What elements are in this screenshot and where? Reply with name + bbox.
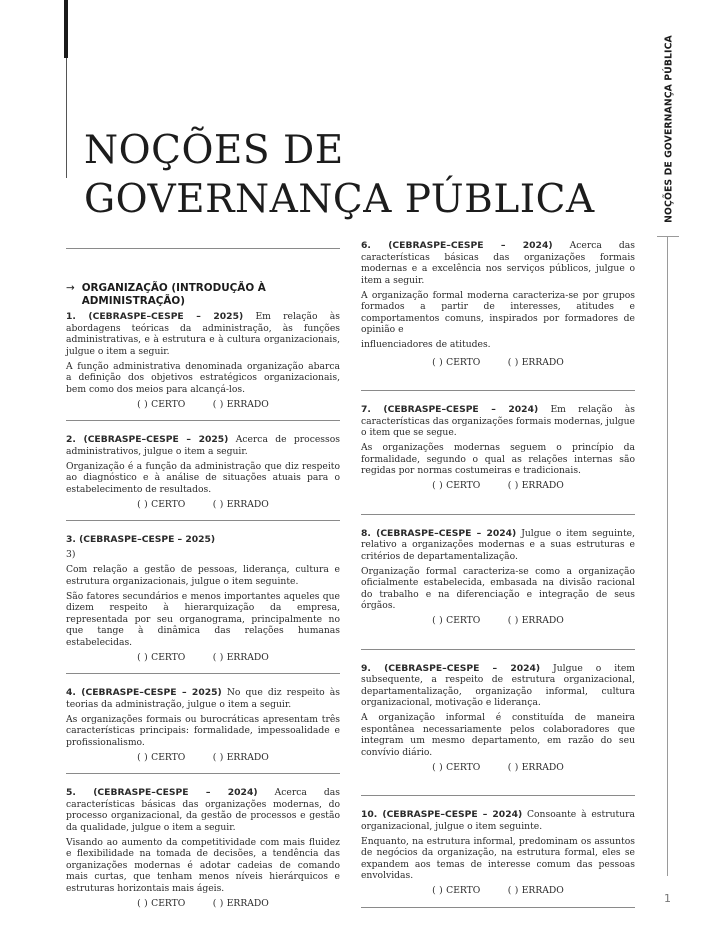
- answer-options: [361, 885, 635, 897]
- question-10: [361, 795, 635, 907]
- answer-certo[interactable]: ( ) CERTO: [432, 356, 481, 368]
- question-intro: No que diz respeito às teorias da administração, julgue o item a seguir.: [66, 687, 340, 710]
- answer-certo[interactable]: ( ) CERTO: [432, 480, 481, 491]
- question-statement: A organização formal moderna caracteriza-se por grupos formados a partir de interesses, atitudes e comportamentos comuns, inspirados por formadores de opinião e: [361, 289, 635, 335]
- question-head: 4. (CEBRASPE–CESPE – 2025): [66, 687, 222, 698]
- question-intro: Em relação às abordagens teóricas da administração, às funções administrativas, e à estrutura e à cultura organizacionais, julgue o item a seguir.: [66, 311, 340, 357]
- answer-errado[interactable]: ( ) ERRADO: [507, 615, 564, 626]
- question-1: [66, 311, 340, 420]
- question-head: 3. (CEBRASPE–CESPE – 2025): [66, 534, 216, 545]
- question-head: 6. (CEBRASPE–CESPE – 2024): [361, 240, 553, 251]
- question-head: 9. (CEBRASPE–CESPE – 2024): [361, 662, 541, 674]
- answer-options: [66, 499, 340, 511]
- left-column: [66, 248, 340, 919]
- answer-errado[interactable]: ( ) ERRADO: [507, 356, 564, 368]
- question-intro: Julgue o item subsequente, a respeito de estrutura organizacional, departamentalização, organização informal, cultura organizacional, motivação e liderança.: [361, 662, 635, 708]
- answer-errado[interactable]: ( ) ERRADO: [507, 761, 564, 773]
- arrow-right-icon: →: [66, 282, 75, 294]
- question-9: [361, 649, 635, 784]
- section-heading: [66, 282, 340, 308]
- question-head: 7. (CEBRASPE–CESPE – 2024): [361, 404, 539, 415]
- question-5: [66, 773, 340, 919]
- page-title-line-1: NOÇÕES DE: [84, 128, 344, 173]
- question-statement: A organização informal é constituída de maneira espontânea necessariamente pelos colaboradores que integram um mesmo departamento, em razão do seu convívio diário.: [361, 712, 635, 758]
- question-intro: Em relação às características das organizações formais modernas, julgue o item que se segue.: [361, 404, 635, 438]
- header-accent-bar: [64, 0, 68, 58]
- answer-certo[interactable]: ( ) CERTO: [137, 651, 186, 663]
- side-running-title: NOÇÕES DE GOVERNANÇA PÚBLICA: [663, 35, 675, 223]
- question-3: [66, 520, 340, 673]
- question-intro: Julgue o item seguinte, relativo a organizações modernas e a suas estruturas e critérios de departamentalização.: [361, 527, 635, 562]
- question-statement: Visando ao aumento da competitividade com mais fluidez e flexibilidade na tomada de decisões, a tendência das organizações modernas é adotar cadeias de comando mais curtas, que tenham menos níveis hierárquicos e estruturas horizontais mais ágeis.: [66, 836, 340, 894]
- answer-errado[interactable]: ( ) ERRADO: [212, 498, 269, 510]
- question-context: Com relação a gestão de pessoas, liderança, cultura e estrutura organizacionais, julgue o item seguinte.: [66, 564, 340, 587]
- answer-options: [361, 480, 635, 492]
- answer-certo[interactable]: ( ) CERTO: [432, 615, 481, 626]
- side-rule: [667, 236, 668, 876]
- question-8: [361, 514, 635, 637]
- answer-errado[interactable]: ( ) ERRADO: [507, 480, 564, 491]
- question-head: 8. (CEBRASPE–CESPE – 2024): [361, 527, 517, 539]
- answer-errado[interactable]: ( ) ERRADO: [212, 897, 269, 909]
- answer-errado[interactable]: ( ) ERRADO: [507, 885, 564, 896]
- question-statement: As organizações modernas seguem o princípio da formalidade, segundo o qual as relações internas são regidas por normas costumeiras e tradicionais.: [361, 442, 635, 476]
- page-title: [84, 126, 595, 224]
- answer-certo[interactable]: ( ) CERTO: [137, 398, 186, 410]
- answer-certo[interactable]: ( ) CERTO: [137, 751, 186, 763]
- question-intro: Acerca das características básicas das organizações formais modernas e a excelência nos serviços públicos, julgue o item a seguir.: [361, 240, 635, 286]
- answer-options: [361, 357, 635, 369]
- question-4: [66, 673, 340, 773]
- answer-certo[interactable]: ( ) CERTO: [137, 897, 186, 909]
- question-statement: As organizações formais ou burocráticas apresentam três características principais: formalidade, impessoalidade e profissionalismo.: [66, 713, 340, 748]
- question-head: 2. (CEBRASPE–CESPE – 2025): [66, 434, 229, 445]
- column-end-rule: [361, 907, 635, 908]
- question-intro: Acerca das características básicas das organizações modernas, do processo organizacional, da gestão de processos e gestão da qualidade, julgue o item a seguir.: [66, 787, 340, 833]
- answer-errado[interactable]: ( ) ERRADO: [212, 398, 269, 410]
- answer-options: [361, 762, 635, 774]
- page-title-line-2: GOVERNANÇA PÚBLICA: [84, 177, 595, 222]
- answer-errado[interactable]: ( ) ERRADO: [212, 751, 269, 763]
- answer-certo[interactable]: ( ) CERTO: [432, 761, 481, 773]
- title-accent-line: [66, 58, 67, 178]
- question-intro: Acerca de processos administrativos, julgue o item a seguir.: [66, 434, 340, 457]
- answer-options: [66, 652, 340, 664]
- answer-certo[interactable]: ( ) CERTO: [137, 498, 186, 510]
- answer-options: [66, 399, 340, 411]
- question-statement: Enquanto, na estrutura informal, predominam os assuntos de negócios da organização, na estrutura formal, eles se expandem aos temas de interesse comum das pessoas envolvidas.: [361, 835, 635, 881]
- question-7: [361, 390, 635, 502]
- question-extra: 3): [66, 549, 76, 560]
- answer-options: [66, 752, 340, 764]
- question-head: 5. (CEBRASPE–CESPE – 2024): [66, 787, 258, 798]
- right-column: [361, 240, 635, 908]
- question-6: [361, 240, 635, 378]
- side-rule-tick: [657, 236, 679, 237]
- answer-errado[interactable]: ( ) ERRADO: [212, 651, 269, 663]
- question-statement: A função administrativa denominada organização abarca a definição dos objetivos estratégicos organizacionais, bem como dos meios para alcançá-los.: [66, 360, 340, 395]
- section-title: ORGANIZAÇÃO (INTRODUÇÃO À ADMINISTRAÇÃO): [81, 282, 266, 307]
- answer-options: [361, 615, 635, 627]
- question-2: [66, 420, 340, 520]
- question-statement: Organização é a função da administração que diz respeito ao diagnóstico e à análise de situações atuais para o estabelecimento de resultados.: [66, 460, 340, 495]
- page-number: 1: [664, 892, 671, 905]
- question-statement: São fatores secundários e menos importantes aqueles que dizem respeito à hierarquização da empresa, representada por seu organograma, principalmente no que tange à dinâmica das relações humanas estabelecidas.: [66, 590, 340, 648]
- answer-options: [66, 898, 340, 910]
- question-statement: Organização formal caracteriza-se como a organização oficialmente estabelecida, embasada na divisão racional do trabalho e na diferenciação e integração de seus órgãos.: [361, 565, 635, 611]
- question-statement-cont: influenciadores de atitudes.: [361, 339, 491, 350]
- answer-certo[interactable]: ( ) CERTO: [432, 885, 481, 896]
- question-head: 10. (CEBRASPE–CESPE – 2024): [361, 809, 523, 820]
- question-head: 1. (CEBRASPE–CESPE – 2025): [66, 311, 244, 322]
- question-intro: Consoante à estrutura organizacional, julgue o item seguinte.: [361, 809, 635, 832]
